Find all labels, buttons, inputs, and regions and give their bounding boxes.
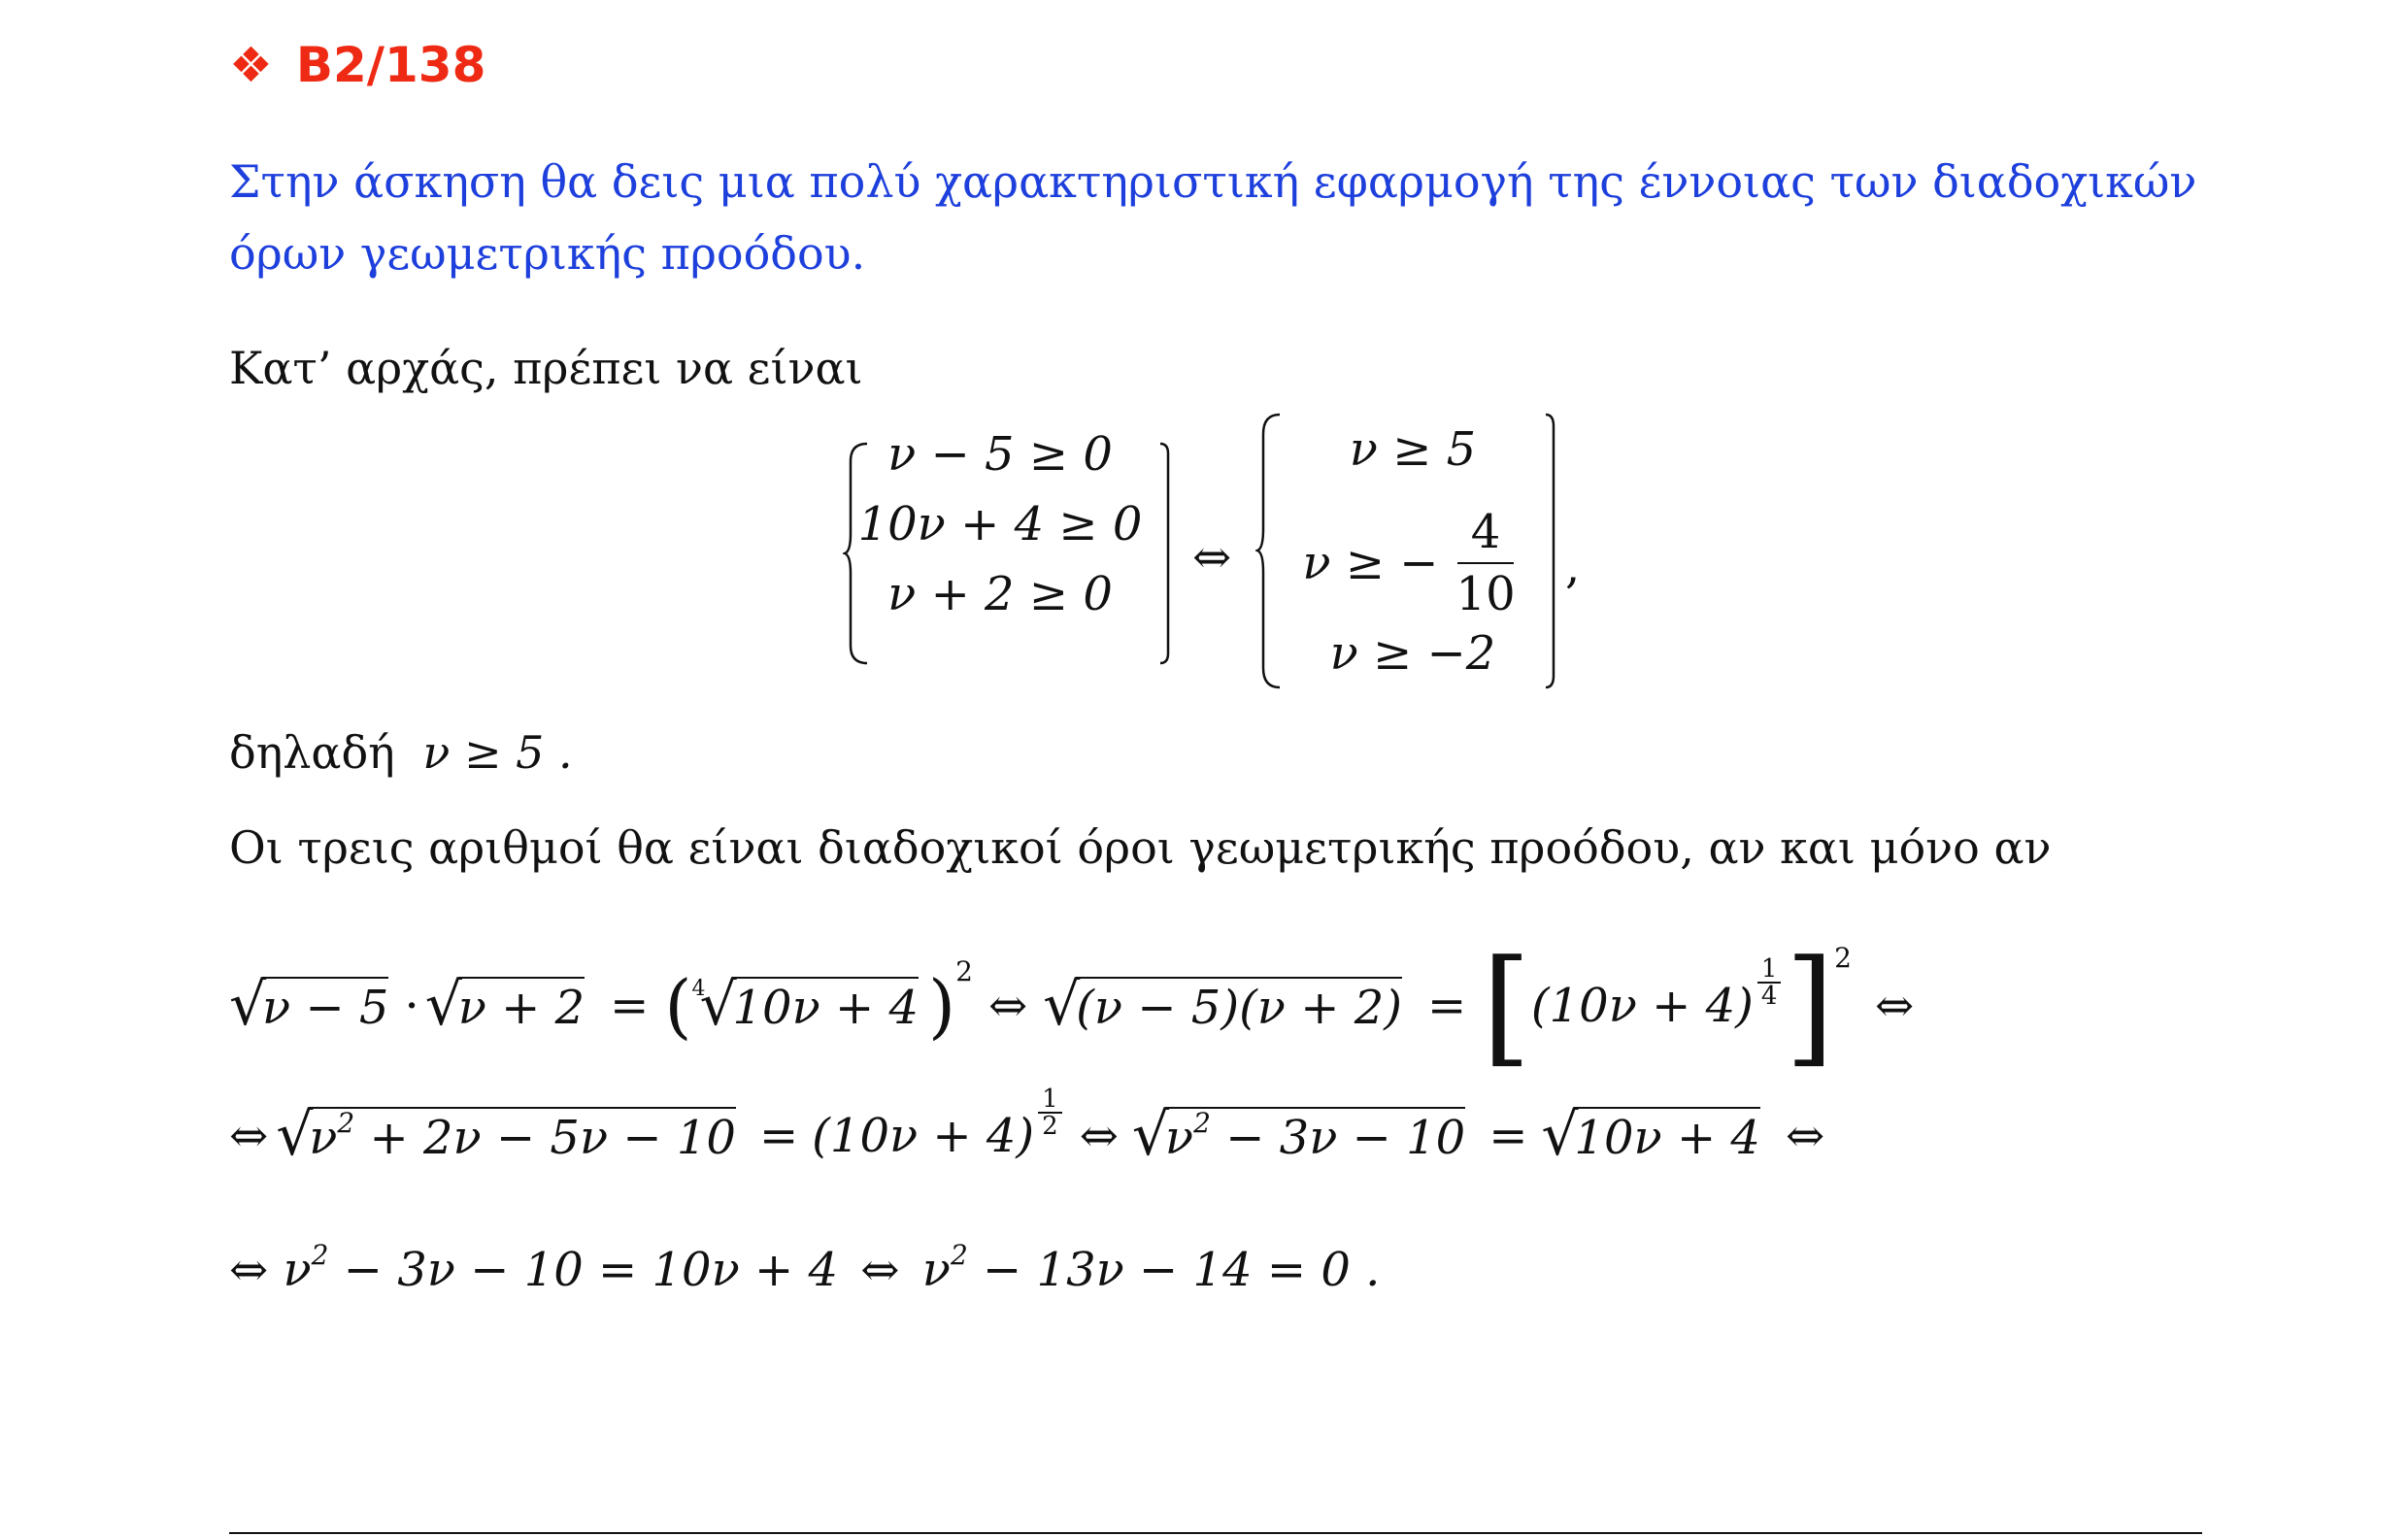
exercise-title: [229, 37, 485, 93]
iff-symbol: ⇔: [1874, 979, 1915, 1033]
iff-symbol: ⇔: [1079, 1109, 1119, 1163]
iff-symbol: ⇔: [1785, 1109, 1825, 1163]
sqrt-expansion: √ $\nu^2 + 2\nu - 5\nu - 10$: [276, 1107, 746, 1165]
paren-close: ): [928, 965, 956, 1047]
iff-symbol: ⇔: [987, 979, 1028, 1033]
exercise-number: B2/138: [295, 37, 486, 93]
iff-symbol: ⇔: [860, 1243, 900, 1297]
right-ineq-2-prefix: ν ≥ −: [1302, 536, 1439, 590]
sqrt-product: √ (ν − 5)(ν + 2): [1043, 977, 1412, 1035]
equals: =: [1488, 1109, 1528, 1163]
paragraph-2: [229, 726, 573, 779]
fraction-denominator: 10: [1455, 567, 1516, 621]
ineq-2: 10ν + 4 ≥ 0: [857, 497, 1143, 551]
equals: =: [610, 979, 650, 1033]
equals: =: [758, 1109, 799, 1163]
equation-1: [229, 932, 1914, 1080]
right-close-bracket: [1544, 413, 1563, 689]
exponent: 2: [1834, 941, 1852, 974]
fourth-root: √ 10ν + 4: [699, 977, 928, 1035]
system-left: [835, 427, 1165, 637]
right-ineq-3: ν ≥ −2: [1329, 626, 1496, 681]
exp-fraction: $\frac{1}{4}$: [1757, 956, 1782, 1009]
bracket-close: ]: [1785, 932, 1835, 1080]
fraction-numerator: 4: [1457, 502, 1515, 564]
paren-open: (: [664, 965, 692, 1047]
bracket-open: [: [1482, 932, 1531, 1080]
paragraph-2-math: ν ≥ 5 .: [422, 726, 573, 779]
right-ineq-2: [1282, 500, 1544, 626]
iff-symbol: ⇔: [229, 1243, 269, 1297]
iff-symbol: ⇔: [1192, 530, 1232, 584]
paragraph-1: Κατ’ αρχάς, πρέπει να είναι: [229, 342, 863, 394]
sqrt-rhs: √ 10ν + 4: [1541, 1107, 1770, 1165]
comma: ,: [1565, 540, 1581, 594]
root-index: 4: [691, 976, 706, 1001]
diamond-icon: ❖: [229, 37, 273, 93]
system-right: [1282, 422, 1544, 694]
iff-symbol: ⇔: [229, 1109, 269, 1163]
paragraph-3: Οι τρεις αριθμοί θα είναι διαδοχικοί όροι γεωμετρικής προόδου, αν και μόνο αν: [229, 821, 2052, 874]
dot: ·: [404, 979, 419, 1033]
sqrt-simplified: √ $\nu^2 - 3\nu - 10$: [1132, 1107, 1475, 1165]
power-base: (10ν + 4): [812, 1109, 1035, 1163]
sqrt-a: √ ν − 5: [229, 977, 398, 1035]
bottom-rule: [229, 1532, 2202, 1534]
fraction: [1449, 502, 1523, 624]
ineq-3: ν + 2 ≥ 0: [887, 567, 1113, 621]
ineq-1: ν − 5 ≥ 0: [887, 427, 1113, 482]
sqrt-b: √ ν + 2: [425, 977, 594, 1035]
exp-fraction: $\frac{1}{2}$: [1038, 1086, 1062, 1139]
right-ineq-1: ν ≥ 5: [1349, 422, 1477, 477]
intro-text: Στην άσκηση θα δεις μια πολύ χαρακτηριστική εφαρμογή της έννοιας των διαδοχικών όρων γεωμετρικής προόδου.: [229, 155, 2197, 280]
left-brace: [843, 442, 872, 665]
exponent: 2: [955, 954, 973, 987]
equation-3: ⇔ $\nu^2 - 3\nu - 10 = 10\nu + 4$ ⇔ $\nu^2 - 13\nu - 14 = 0$ .: [229, 1239, 1381, 1297]
paragraph-2-text: δηλαδή: [229, 726, 395, 779]
equation-2: [229, 1085, 1825, 1165]
equals: =: [1426, 979, 1467, 1033]
right-brace: [1255, 413, 1285, 689]
power-base: (10ν + 4): [1530, 979, 1754, 1033]
